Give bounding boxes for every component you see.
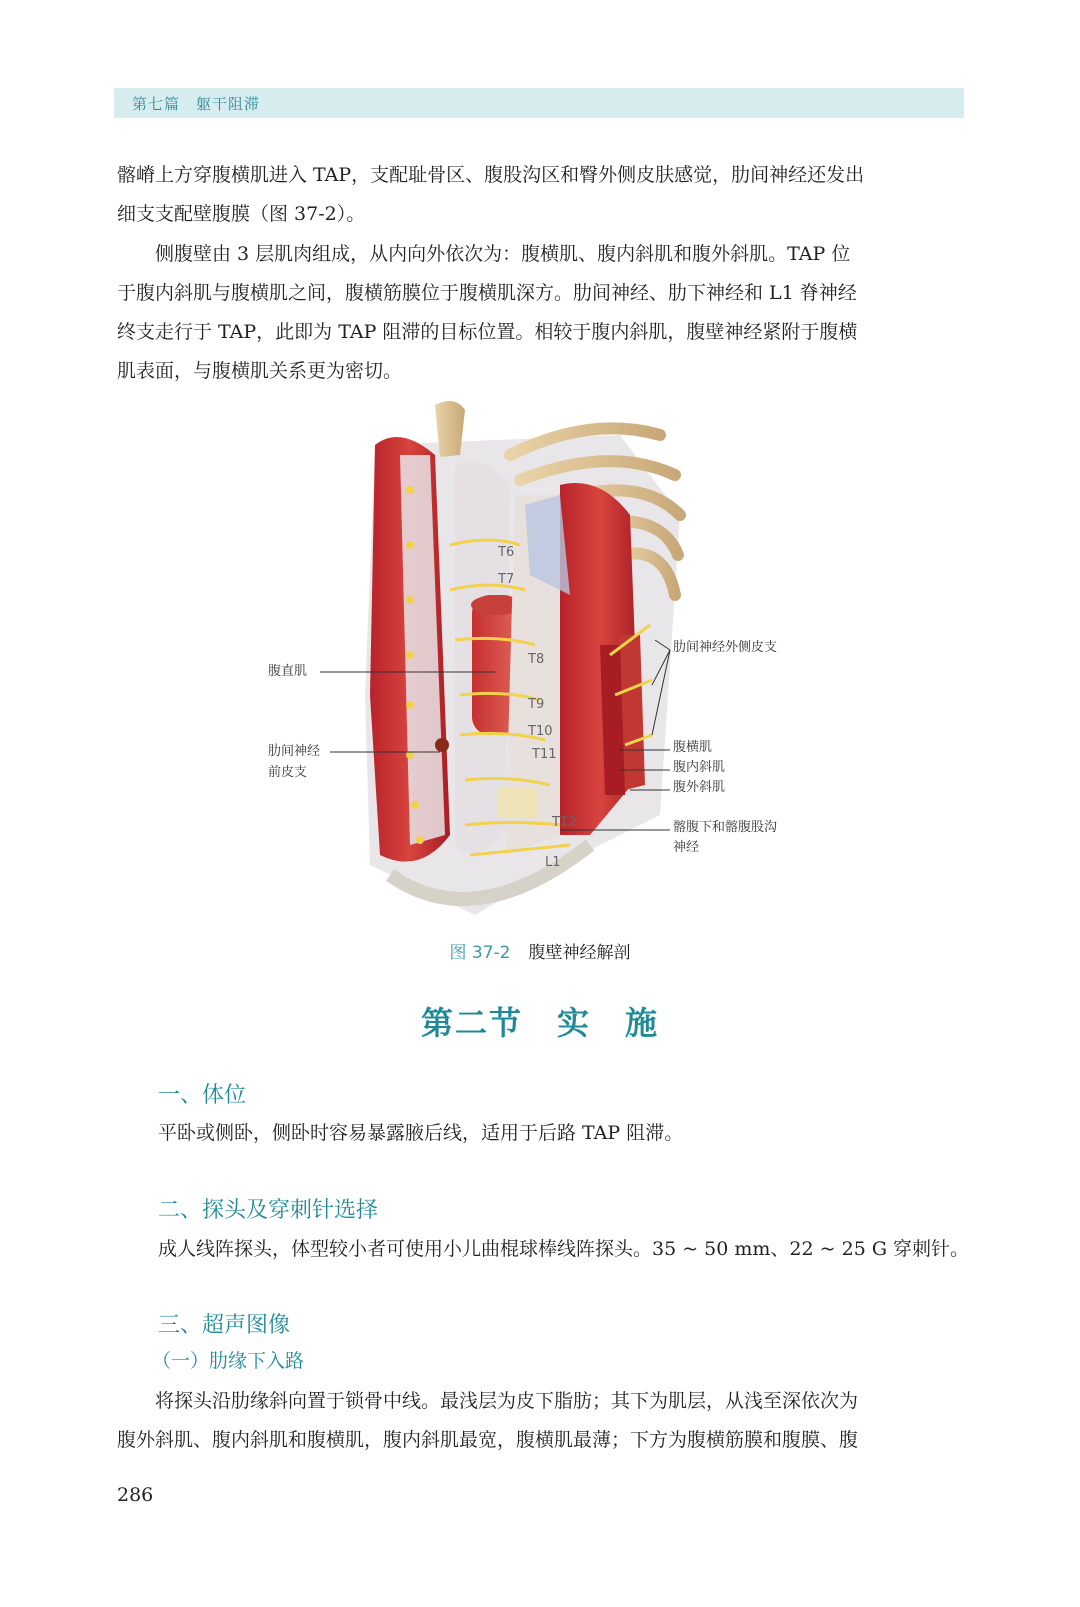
nerve-label-l1: L1 — [545, 855, 561, 870]
header-title: 第七篇 躯干阻滞 — [132, 95, 261, 113]
running-header — [114, 88, 964, 118]
label-transversus: 腹横肌 — [673, 740, 713, 755]
paragraph-line: 侧腹壁由 3 层肌肉组成，从内向外依次为：腹横肌、腹内斜肌和腹外斜肌。TAP 位 — [155, 243, 851, 265]
paragraph-line: 细支支配壁腹膜（图 37-2）。 — [117, 203, 366, 225]
nerve-label-t6: T6 — [498, 545, 515, 560]
body-position: 平卧或侧卧，侧卧时容易暴露腋后线，适用于后路 TAP 阻滞。 — [158, 1122, 684, 1144]
heading-position: 一、体位 — [158, 1083, 247, 1108]
subheading-subcostal: （一）肋缘下入路 — [152, 1350, 305, 1372]
heading-ultrasound: 三、超声图像 — [158, 1313, 291, 1338]
label-lateral-cutaneous: 肋间神经外侧皮支 — [673, 640, 778, 655]
nerve-label-t12: T12 — [552, 815, 577, 830]
paragraph-line: 终支走行于 TAP，此即为 TAP 阻滞的目标位置。相较于腹内斜肌，腹壁神经紧附于腹横 — [117, 321, 858, 343]
paragraph-line: 肌表面，与腹横肌关系更为密切。 — [117, 360, 403, 382]
section-title: 第二节 实 施 — [420, 1004, 659, 1042]
paragraph-line: 于腹内斜肌与腹横肌之间，腹横筋膜位于腹横肌深方。肋间神经、肋下神经和 L1 脊神经 — [117, 282, 857, 304]
label-anterior-cutaneous-2: 前皮支 — [268, 765, 308, 780]
figure-caption — [0, 938, 1080, 963]
figure-number: 图 37-2 — [449, 943, 511, 963]
body-ultrasound-line: 将探头沿肋缘斜向置于锁骨中线。最浅层为皮下脂肪；其下为肌层，从浅至深依次为 — [155, 1390, 859, 1412]
nerve-label-t7: T7 — [498, 572, 515, 587]
label-ilio-nerves-1: 髂腹下和髂腹股沟 — [673, 820, 778, 835]
nerve-label-t9: T9 — [528, 697, 545, 712]
paragraph-2 — [117, 235, 967, 391]
nerve-label-t11: T11 — [532, 747, 557, 762]
paragraph-1 — [117, 156, 967, 234]
nerve-label-t10: T10 — [528, 724, 553, 739]
paragraph-line: 髂嵴上方穿腹横肌进入 TAP，支配耻骨区、腹股沟区和臀外侧皮肤感觉，肋间神经还发出 — [117, 164, 865, 186]
label-ilio-nerves-2: 神经 — [673, 840, 700, 855]
heading-probe-needle: 二、探头及穿刺针选择 — [158, 1198, 379, 1223]
body-probe-needle: 成人线阵探头，体型较小者可使用小儿曲棍球棒线阵探头。35 ~ 50 mm、22 ~ 25 G 穿刺针。 — [158, 1238, 970, 1260]
label-external-oblique: 腹外斜肌 — [673, 780, 726, 795]
figure-title: 腹壁神经解剖 — [528, 943, 631, 963]
label-internal-oblique: 腹内斜肌 — [673, 760, 726, 775]
abdominal-wall-nerve-illustration — [260, 395, 820, 935]
label-rectus: 腹直肌 — [268, 664, 308, 679]
body-ultrasound-line: 腹外斜肌、腹内斜肌和腹横肌，腹内斜肌最宽，腹横肌最薄；下方为腹横筋膜和腹膜、腹 — [117, 1429, 859, 1451]
page-number: 286 — [117, 1484, 154, 1506]
nerve-label-t8: T8 — [528, 652, 545, 667]
label-anterior-cutaneous-1: 肋间神经 — [268, 744, 321, 759]
